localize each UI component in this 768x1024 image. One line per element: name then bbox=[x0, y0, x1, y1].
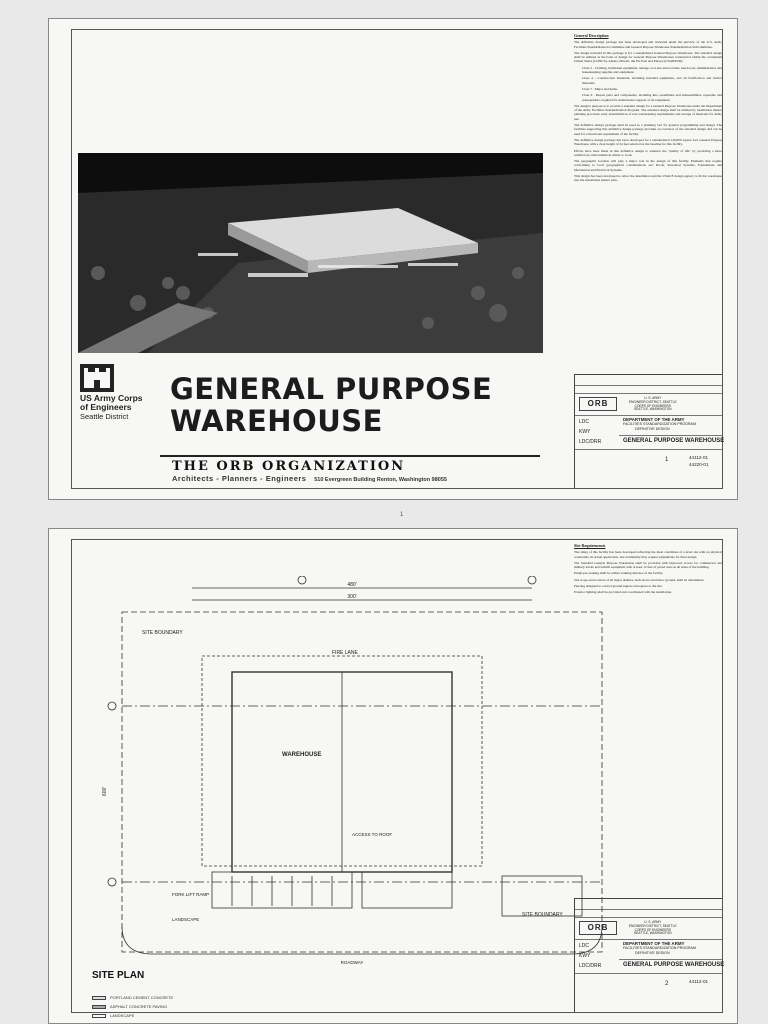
note-paragraph: Efforts have been made in this definitive design to enhance the "quality of life" by providing a more satisfactory environment in which to work. bbox=[574, 148, 722, 157]
banner-rule bbox=[160, 455, 540, 457]
definitive-label: DEFINITIVE DESIGN bbox=[635, 427, 670, 431]
note-class: Class 7 - Major end items. bbox=[582, 86, 618, 91]
aerial-rendering-photo bbox=[78, 153, 543, 353]
note-paragraph: The design included in this package is for a standardized General Purpose Warehouse. The standard design shall be utilized as the basis of design for General Purpose Warehouses constructed within the continental United States (CONUS), Alaska, Hawaii, the Far East and Europe (USAREUR). bbox=[574, 50, 722, 64]
dim-mid: 300' bbox=[347, 594, 357, 600]
checked-by: LDC/DRR bbox=[579, 963, 602, 969]
dept-label: DEPARTMENT OF THE ARMY bbox=[623, 417, 685, 422]
site-plan-title: SITE PLAN bbox=[92, 970, 145, 981]
note-paragraph: The Standard General Purpose Warehouse shall be provided with improved access for commercial and military trucks and forklift equipment with at least 12 feet of paved area on all sides of the building. bbox=[574, 560, 722, 570]
landscape-label: LANDSCAPE bbox=[172, 917, 200, 922]
agency-block: U. S. ARMY ENGINEER DISTRICT, SEATTLE CORPS OF ENGINEERS SEATTLE, WASHINGTON bbox=[629, 920, 677, 936]
usace-castle-logo bbox=[80, 364, 114, 392]
usace-line2: of Engineers bbox=[80, 402, 132, 413]
warehouse-label: WAREHOUSE bbox=[282, 752, 322, 758]
legend-item: LANDSCAPE bbox=[92, 1013, 134, 1018]
orb-address: 510 Evergreen Building Renton, Washington 98055 bbox=[314, 477, 447, 483]
agency-block: U. S. ARMY ENGINEER DISTRICT, SEATTLE CORPS OF ENGINEERS SEATTLE, WASHINGTON bbox=[629, 396, 677, 412]
dim-top: 480' bbox=[347, 582, 357, 588]
drawing-title: GENERAL PURPOSE WAREHOUSE bbox=[623, 438, 725, 444]
usace-name bbox=[80, 394, 143, 422]
fire-lane-label: FIRE LANE bbox=[332, 650, 358, 656]
notes-heading: General Description bbox=[574, 34, 609, 38]
dwg-number: 44112-01 bbox=[689, 979, 709, 984]
orb-logo-small: ORB bbox=[579, 921, 617, 935]
usace-district: Seattle District bbox=[80, 412, 129, 422]
site-boundary-label-2: SITE BOUNDARY bbox=[522, 912, 563, 918]
note-class: Class 4 - Construction materials, including installed equipment, and all fortification and barrier materials. bbox=[582, 76, 722, 85]
page-marker: 1 bbox=[400, 512, 404, 518]
designed-by: LDC bbox=[579, 943, 590, 949]
program-label: FACILITIES STANDARDIZATION PROGRAM bbox=[623, 946, 696, 950]
note-paragraph: Fencing designed to control ground ingress and egress to the site. bbox=[574, 584, 663, 589]
definitive-label: DEFINITIVE DESIGN bbox=[635, 951, 670, 955]
sheet-2-border bbox=[71, 539, 723, 1013]
legend-item: ASPHALT CONCRETE PAVING bbox=[92, 1004, 167, 1009]
legend-item: PORTLAND CEMENT CONCRETE bbox=[92, 995, 173, 1000]
note-paragraph: The definitive design package has been developed and reviewed under the purview of the U.S. Army Facilities Standardization Committee and General Purpose Warehouse Standardization Subcommittee. bbox=[574, 40, 722, 49]
checked-by: LDC/DRR bbox=[579, 439, 602, 445]
orb-disciplines: Architects - Planners - Engineers bbox=[172, 474, 307, 483]
cover-title-line1: GENERAL PURPOSE bbox=[170, 372, 493, 406]
orb-logo-small: ORB bbox=[579, 397, 617, 411]
fork-lift-label: FORK LIFT RAMP bbox=[172, 892, 210, 897]
drawing-sheet-2 bbox=[48, 528, 738, 1024]
note-paragraph: The scope and location of all major utilities, both above and below ground, shall be determined. bbox=[574, 577, 705, 582]
note-paragraph: Exterior lighting shall be provided and coordinated with the installation. bbox=[574, 590, 672, 595]
dept-label: DEPARTMENT OF THE ARMY bbox=[623, 941, 685, 946]
title-block-1 bbox=[574, 374, 725, 488]
sheet-number: 1 bbox=[665, 457, 669, 463]
note-paragraph: The definitive design package has been developed for a standardized 120,000 square foot General Purpose Warehouse with a clear height of 24 feet selected as the baseline for this facility. bbox=[574, 137, 722, 147]
note-class: Class 9 - Repair parts and components, including kits, assemblies and subassemblies, reparable and nonreparable, required for maintenance support of all equipment. bbox=[582, 93, 722, 102]
drawn-by: KWY bbox=[579, 429, 591, 435]
site-plan-drawing bbox=[102, 576, 622, 968]
sheet-number: 2 bbox=[665, 981, 669, 987]
note-paragraph: The geographic location will play a major role in the design of this facility. Elements that require conforming to local geographical considerations are: Roofs, Structural Systems, Foundations and Mechanical and Electrical Systems. bbox=[574, 159, 722, 172]
general-description-notes bbox=[574, 34, 722, 370]
note-paragraph: This design has been developed to allow the installation and the USACE design agency to fit the warehouse into the installation master plan. bbox=[574, 174, 722, 183]
designed-by: LDC bbox=[579, 419, 590, 425]
note-paragraph: The design's purpose is to provide a standard design for a General Purpose Warehouse under the Department of the Army Facilities Standardization Program. The standard design shall be utilized by installation master planning processes early determination of non-warehousing requirements and storage of materials for Army use. bbox=[574, 103, 722, 121]
dim-side: 600' bbox=[102, 786, 108, 796]
dwg-number: 44112-01 bbox=[689, 455, 709, 460]
orb-subtitle bbox=[172, 474, 447, 483]
note-paragraph: The definitive design package shall be used as a planning tool for general programming and design. The facilities supporting this definitive design package provides an overview of the standard design and can be used for a functional requirement of the facility. bbox=[574, 123, 722, 136]
cover-title-line2: WAREHOUSE bbox=[170, 404, 383, 438]
roadway-label: ROADWAY bbox=[340, 960, 364, 965]
orb-banner: THE ORB ORGANIZATION bbox=[172, 459, 406, 474]
dwg-number-2: 44220-01 bbox=[689, 462, 709, 467]
note-paragraph: The siting of this facility has been developed reflecting the ideal conditions of a level site with no physical constraints. In actual application, site availability may require adjustments for final design. bbox=[574, 550, 722, 559]
note-paragraph: Employee parking shall be within walking distance of the facility. bbox=[574, 571, 664, 576]
site-boundary-label: SITE BOUNDARY bbox=[142, 630, 183, 636]
program-label: FACILITIES STANDARDIZATION PROGRAM bbox=[623, 422, 696, 426]
notes-heading: Site Requirements bbox=[574, 544, 606, 548]
usace-line1: US Army Corps bbox=[80, 393, 143, 403]
access-roof-label: ACCESS TO ROOF bbox=[352, 832, 393, 837]
drawn-by: KWY bbox=[579, 953, 591, 959]
drawing-title: GENERAL PURPOSE WAREHOUSE bbox=[623, 962, 725, 968]
note-class: Class 2 - Clothing, individual equipment, tentage, tool sets and tool kits, hand tools, administrative and housekeeping supplies and equipment. bbox=[582, 65, 722, 75]
